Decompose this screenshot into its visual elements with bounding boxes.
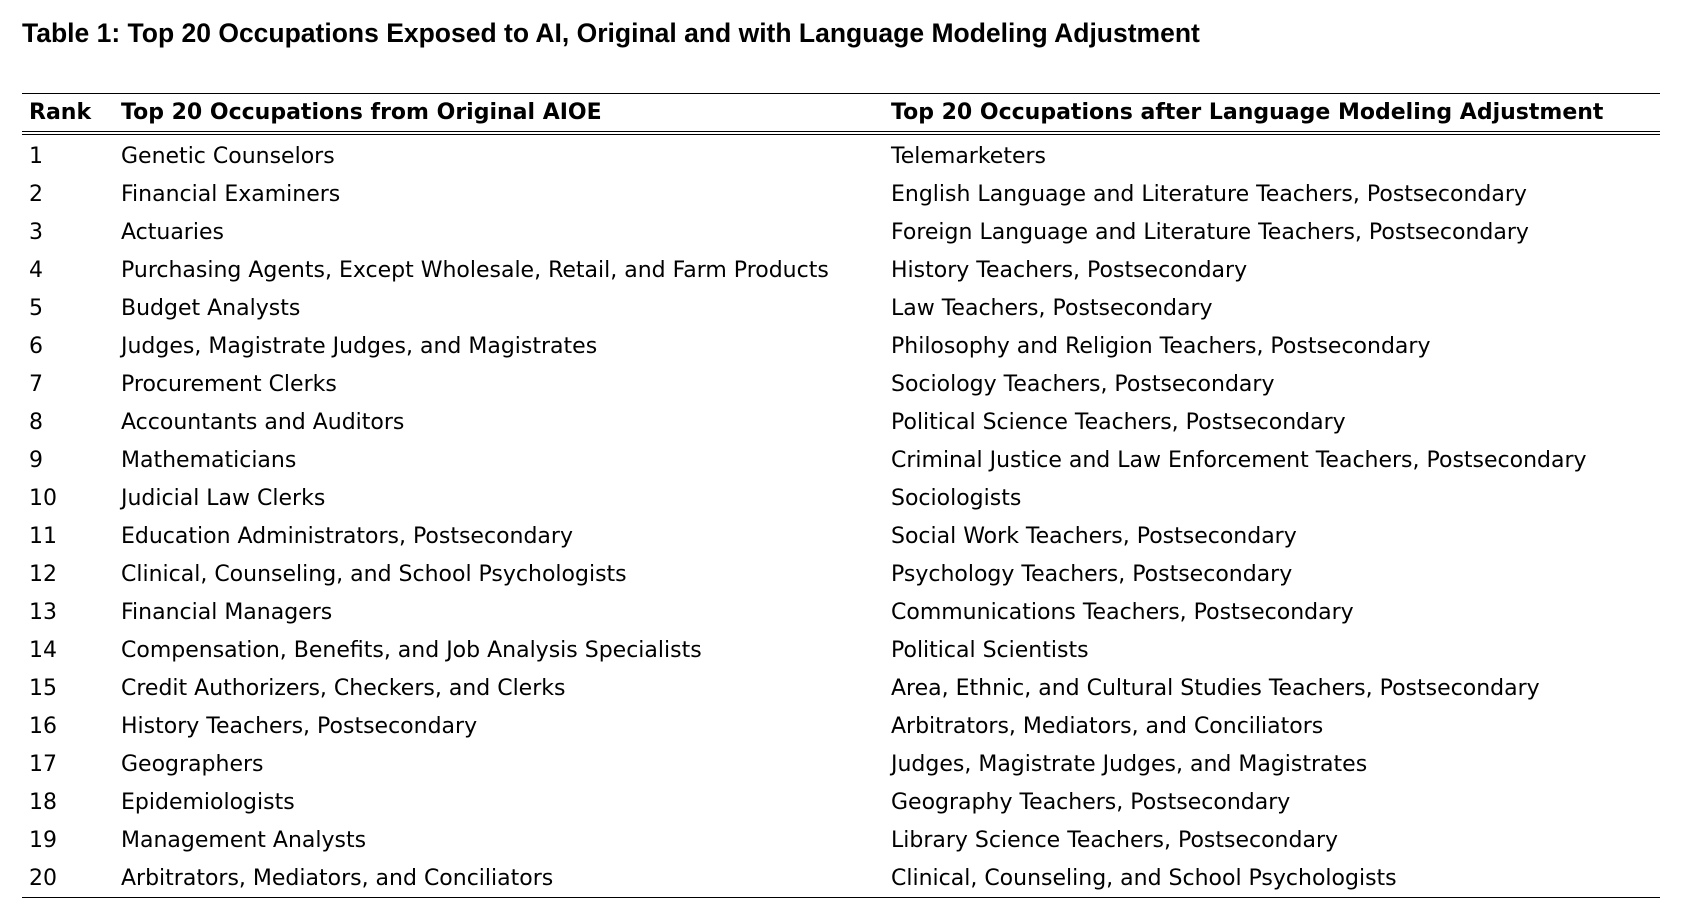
table-row <box>22 251 1660 289</box>
original-occupation-cell: Accountants and Auditors <box>121 409 405 435</box>
original-occupation-cell: Financial Managers <box>121 599 333 625</box>
rank-cell: 3 <box>29 219 43 245</box>
rank-cell: 4 <box>29 257 43 283</box>
rank-cell: 2 <box>29 181 43 207</box>
table-row <box>22 745 1660 783</box>
table-row <box>22 517 1660 555</box>
rank-cell: 18 <box>29 789 57 815</box>
rank-cell: 10 <box>29 485 57 511</box>
original-occupation-cell: Purchasing Agents, Except Wholesale, Retail, and Farm Products <box>121 257 829 283</box>
table-row <box>22 631 1660 669</box>
adjusted-occupation-cell: Geography Teachers, Postsecondary <box>891 789 1291 815</box>
adjusted-occupation-cell: Political Scientists <box>891 637 1089 663</box>
table-body <box>22 133 1660 898</box>
table-row <box>22 707 1660 745</box>
original-occupation-cell: Financial Examiners <box>121 181 341 207</box>
original-occupation-cell: Education Administrators, Postsecondary <box>121 523 573 549</box>
rank-cell: 20 <box>29 865 57 891</box>
original-occupation-cell: Management Analysts <box>121 827 367 853</box>
table-row <box>22 289 1660 327</box>
adjusted-occupation-cell: Telemarketers <box>891 143 1046 169</box>
table-row <box>22 365 1660 403</box>
table-row <box>22 859 1660 898</box>
table-row <box>22 133 1660 175</box>
table-row <box>22 669 1660 707</box>
original-occupation-cell: Judicial Law Clerks <box>121 485 326 511</box>
adjusted-occupation-cell: Clinical, Counseling, and School Psychologists <box>891 865 1397 891</box>
occupations-table <box>22 93 1660 898</box>
table-title: Table 1: Top 20 Occupations Exposed to AI, Original and with Language Modeling Adjustment <box>22 18 1200 48</box>
table-row <box>22 821 1660 859</box>
original-occupation-cell: Mathematicians <box>121 447 297 473</box>
rank-cell: 5 <box>29 295 43 321</box>
original-occupation-cell: Genetic Counselors <box>121 143 335 169</box>
table-row <box>22 479 1660 517</box>
adjusted-occupation-cell: Criminal Justice and Law Enforcement Teachers, Postsecondary <box>891 447 1587 473</box>
rank-cell: 11 <box>29 523 57 549</box>
header-row <box>22 94 1660 134</box>
table-row <box>22 555 1660 593</box>
adjusted-occupation-cell: English Language and Literature Teachers, Postsecondary <box>891 181 1527 207</box>
table-row <box>22 441 1660 479</box>
adjusted-occupation-cell: Library Science Teachers, Postsecondary <box>891 827 1339 853</box>
rank-cell: 12 <box>29 561 57 587</box>
adjusted-occupation-cell: Communications Teachers, Postsecondary <box>891 599 1354 625</box>
original-occupation-cell: Procurement Clerks <box>121 371 337 397</box>
adjusted-occupation-cell: Political Science Teachers, Postsecondary <box>891 409 1346 435</box>
rank-cell: 13 <box>29 599 57 625</box>
rank-cell: 14 <box>29 637 57 663</box>
adjusted-occupation-cell: Sociologists <box>891 485 1022 511</box>
adjusted-occupation-cell: Foreign Language and Literature Teachers, Postsecondary <box>891 219 1529 245</box>
header-adjusted: Top 20 Occupations after Language Modeling Adjustment <box>884 94 1660 134</box>
rank-cell: 15 <box>29 675 57 701</box>
adjusted-occupation-cell: Philosophy and Religion Teachers, Postsecondary <box>891 333 1431 359</box>
adjusted-occupation-cell: Arbitrators, Mediators, and Conciliators <box>891 713 1324 739</box>
adjusted-occupation-cell: Sociology Teachers, Postsecondary <box>891 371 1275 397</box>
table-header <box>22 94 1660 134</box>
table-row <box>22 213 1660 251</box>
rank-cell: 9 <box>29 447 43 473</box>
adjusted-occupation-cell: Judges, Magistrate Judges, and Magistrates <box>891 751 1368 777</box>
rank-cell: 16 <box>29 713 57 739</box>
original-occupation-cell: Actuaries <box>121 219 224 245</box>
adjusted-occupation-cell: Social Work Teachers, Postsecondary <box>891 523 1297 549</box>
adjusted-occupation-cell: Area, Ethnic, and Cultural Studies Teachers, Postsecondary <box>891 675 1540 701</box>
original-occupation-cell: Arbitrators, Mediators, and Conciliators <box>121 865 554 891</box>
header-original-aioe: Top 20 Occupations from Original AIOE <box>114 94 884 134</box>
original-occupation-cell: Judges, Magistrate Judges, and Magistrates <box>121 333 598 359</box>
table-row <box>22 403 1660 441</box>
adjusted-occupation-cell: Law Teachers, Postsecondary <box>891 295 1213 321</box>
rank-cell: 19 <box>29 827 57 853</box>
table-row <box>22 783 1660 821</box>
rank-cell: 17 <box>29 751 57 777</box>
rank-cell: 6 <box>29 333 43 359</box>
original-occupation-cell: Geographers <box>121 751 264 777</box>
table-row <box>22 175 1660 213</box>
table-row <box>22 593 1660 631</box>
rank-cell: 1 <box>29 143 43 169</box>
rank-cell: 8 <box>29 409 43 435</box>
header-rank: Rank <box>22 94 114 134</box>
original-occupation-cell: Credit Authorizers, Checkers, and Clerks <box>121 675 566 701</box>
original-occupation-cell: History Teachers, Postsecondary <box>121 713 478 739</box>
adjusted-occupation-cell: History Teachers, Postsecondary <box>891 257 1248 283</box>
table-row <box>22 327 1660 365</box>
rank-cell: 7 <box>29 371 43 397</box>
adjusted-occupation-cell: Psychology Teachers, Postsecondary <box>891 561 1293 587</box>
original-occupation-cell: Budget Analysts <box>121 295 301 321</box>
original-occupation-cell: Compensation, Benefits, and Job Analysis Specialists <box>121 637 702 663</box>
original-occupation-cell: Epidemiologists <box>121 789 295 815</box>
original-occupation-cell: Clinical, Counseling, and School Psychologists <box>121 561 627 587</box>
